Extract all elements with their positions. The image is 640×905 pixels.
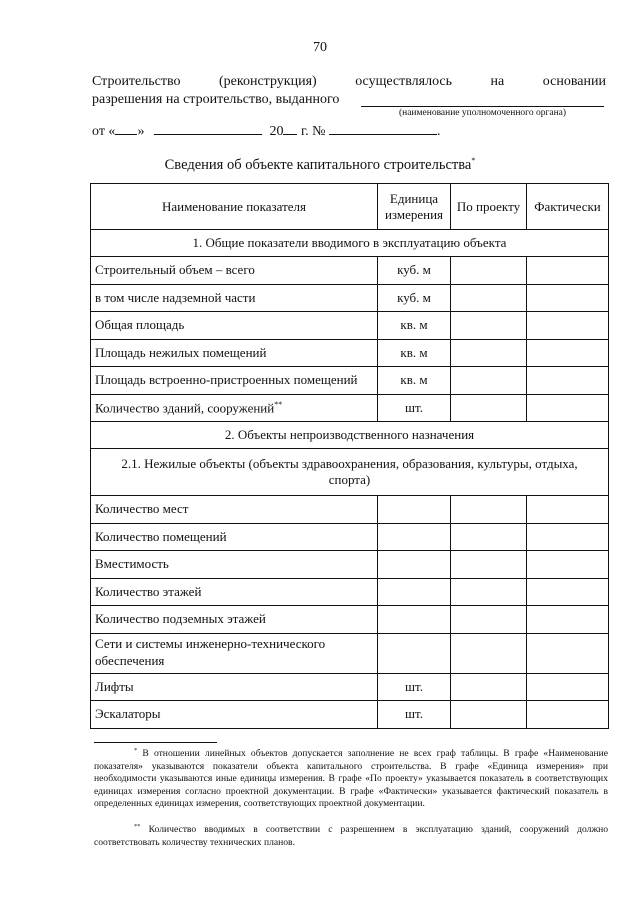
table-header-row: [91, 184, 609, 230]
footnote-2: [94, 823, 608, 849]
row-footnote-mark: **: [274, 399, 283, 409]
table-row: [91, 312, 609, 340]
project-cell[interactable]: [451, 367, 527, 395]
indicators-table: [90, 183, 609, 729]
section-row: [91, 230, 609, 257]
actual-cell[interactable]: [527, 551, 609, 579]
project-cell[interactable]: [451, 523, 527, 551]
table-row: [91, 367, 609, 395]
row-name: Количество подземных этажей: [91, 606, 378, 634]
footnote-1-mark: *: [134, 747, 138, 754]
table-row: [91, 551, 609, 579]
date-end: .: [436, 124, 441, 139]
row-name: Количество зданий, сооружений: [95, 399, 275, 415]
title-footnote-mark: *: [471, 156, 476, 165]
intro-word: Строительство: [92, 74, 181, 89]
row-name: Общая площадь: [91, 312, 378, 340]
date-line: [92, 123, 440, 140]
table-row: [91, 578, 609, 606]
row-name: Площадь встроенно-пристроенных помещений: [91, 367, 378, 395]
section-row: [91, 422, 609, 449]
project-cell[interactable]: [451, 284, 527, 312]
project-cell[interactable]: [451, 394, 527, 422]
row-unit: шт.: [378, 394, 451, 422]
table-row: [91, 339, 609, 367]
actual-cell[interactable]: [527, 578, 609, 606]
table-row: [91, 284, 609, 312]
actual-cell[interactable]: [527, 367, 609, 395]
actual-cell[interactable]: [527, 701, 609, 729]
intro-line-2: разрешения на строительство, выданного: [92, 92, 340, 107]
project-cell[interactable]: [451, 257, 527, 285]
actual-cell[interactable]: [527, 257, 609, 285]
project-cell[interactable]: [451, 578, 527, 606]
intro-word: на: [490, 74, 505, 89]
actual-cell[interactable]: [527, 633, 609, 673]
row-name: Эскалаторы: [91, 701, 378, 729]
footnote-2-mark: **: [134, 823, 141, 830]
authority-hint: (наименование уполномоченного органа): [398, 108, 567, 118]
row-unit: куб. м: [378, 284, 451, 312]
date-close: »: [137, 124, 145, 139]
row-name: Вместимость: [91, 551, 378, 579]
project-cell[interactable]: [451, 312, 527, 340]
actual-cell[interactable]: [527, 673, 609, 701]
row-name: Площадь нежилых помещений: [91, 339, 378, 367]
project-cell[interactable]: [451, 701, 527, 729]
footnote-2-text: Количество вводимых в соответствии с разрешением в эксплуатацию зданий, сооружений должно соответствовать количеству технических планов.: [94, 824, 608, 848]
row-unit: кв. м: [378, 367, 451, 395]
number-label: г. №: [300, 124, 326, 139]
table-row: [91, 701, 609, 729]
table-row: [91, 606, 609, 634]
month-blank[interactable]: [154, 123, 262, 135]
project-cell[interactable]: [451, 551, 527, 579]
intro-word: основании: [542, 74, 606, 89]
section-1-title: 1. Общие показатели вводимого в эксплуатацию объекта: [91, 230, 609, 257]
row-name: Количество мест: [91, 496, 378, 524]
header-actual: Фактически: [527, 184, 609, 230]
row-unit: [378, 578, 451, 606]
project-cell[interactable]: [451, 673, 527, 701]
intro-word: (реконструкция): [219, 74, 317, 89]
intro-line-1: [92, 74, 606, 90]
subsection-2-1-title: 2.1. Нежилые объекты (объекты здравоохранения, образования, культуры, отдыха, спорта): [91, 449, 609, 496]
header-name: Наименование показателя: [91, 184, 378, 230]
day-blank[interactable]: [115, 123, 137, 135]
row-name: Лифты: [91, 673, 378, 701]
project-cell[interactable]: [451, 496, 527, 524]
footnote-divider: [94, 742, 217, 743]
project-cell[interactable]: [451, 339, 527, 367]
table-row: [91, 633, 609, 673]
table-row: [91, 673, 609, 701]
row-unit: кв. м: [378, 312, 451, 340]
row-name: в том числе надземной части: [91, 284, 378, 312]
title-text: Сведения об объекте капитального строительства: [164, 156, 472, 173]
row-unit: кв. м: [378, 339, 451, 367]
authority-blank[interactable]: [361, 106, 604, 107]
number-blank[interactable]: [329, 123, 437, 135]
project-cell[interactable]: [451, 606, 527, 634]
actual-cell[interactable]: [527, 339, 609, 367]
year-prefix: 20: [269, 124, 284, 139]
actual-cell[interactable]: [527, 523, 609, 551]
row-name: Количество помещений: [91, 523, 378, 551]
actual-cell[interactable]: [527, 394, 609, 422]
row-unit: шт.: [378, 701, 451, 729]
row-name-cell: [91, 394, 378, 422]
table-row: [91, 394, 609, 422]
row-unit: [378, 523, 451, 551]
row-name: Количество этажей: [91, 578, 378, 606]
table-row: [91, 496, 609, 524]
actual-cell[interactable]: [527, 606, 609, 634]
footnote-1-text: В отношении линейных объектов допускается заполнение не всех граф таблицы. В графе «Наименование показателя» указываются показатели объекта капитального строительства. В графе «Единица измерения» при необходимости указываются иные единицы измерения. В графе «По проекту» указывается показатель в соответствующих единицах измерения согласно проектной документации. В графе «Фактически» указывается фактический показатель в определенных единицах измерения, соответствующих проектной документации.: [94, 748, 608, 810]
intro-word: осуществлялось: [355, 74, 453, 89]
year-blank[interactable]: [283, 123, 297, 135]
actual-cell[interactable]: [527, 312, 609, 340]
header-unit: Единица измерения: [378, 184, 451, 230]
row-unit: куб. м: [378, 257, 451, 285]
row-unit: [378, 633, 451, 673]
row-unit: [378, 496, 451, 524]
row-name: Строительный объем – всего: [91, 257, 378, 285]
row-unit: шт.: [378, 673, 451, 701]
date-prefix: от «: [92, 124, 116, 139]
page-number: 70: [313, 40, 327, 55]
table-row: [91, 523, 609, 551]
actual-cell[interactable]: [527, 284, 609, 312]
row-unit: [378, 551, 451, 579]
table-row: [91, 257, 609, 285]
row-name: Сети и системы инженерно-технического обеспечения: [91, 633, 378, 673]
document-title: [0, 156, 640, 174]
row-unit: [378, 606, 451, 634]
header-project: По проекту: [451, 184, 527, 230]
project-cell[interactable]: [451, 633, 527, 673]
subsection-row: [91, 449, 609, 496]
section-2-title: 2. Объекты непроизводственного назначения: [91, 422, 609, 449]
footnote-1: [94, 747, 608, 811]
actual-cell[interactable]: [527, 496, 609, 524]
